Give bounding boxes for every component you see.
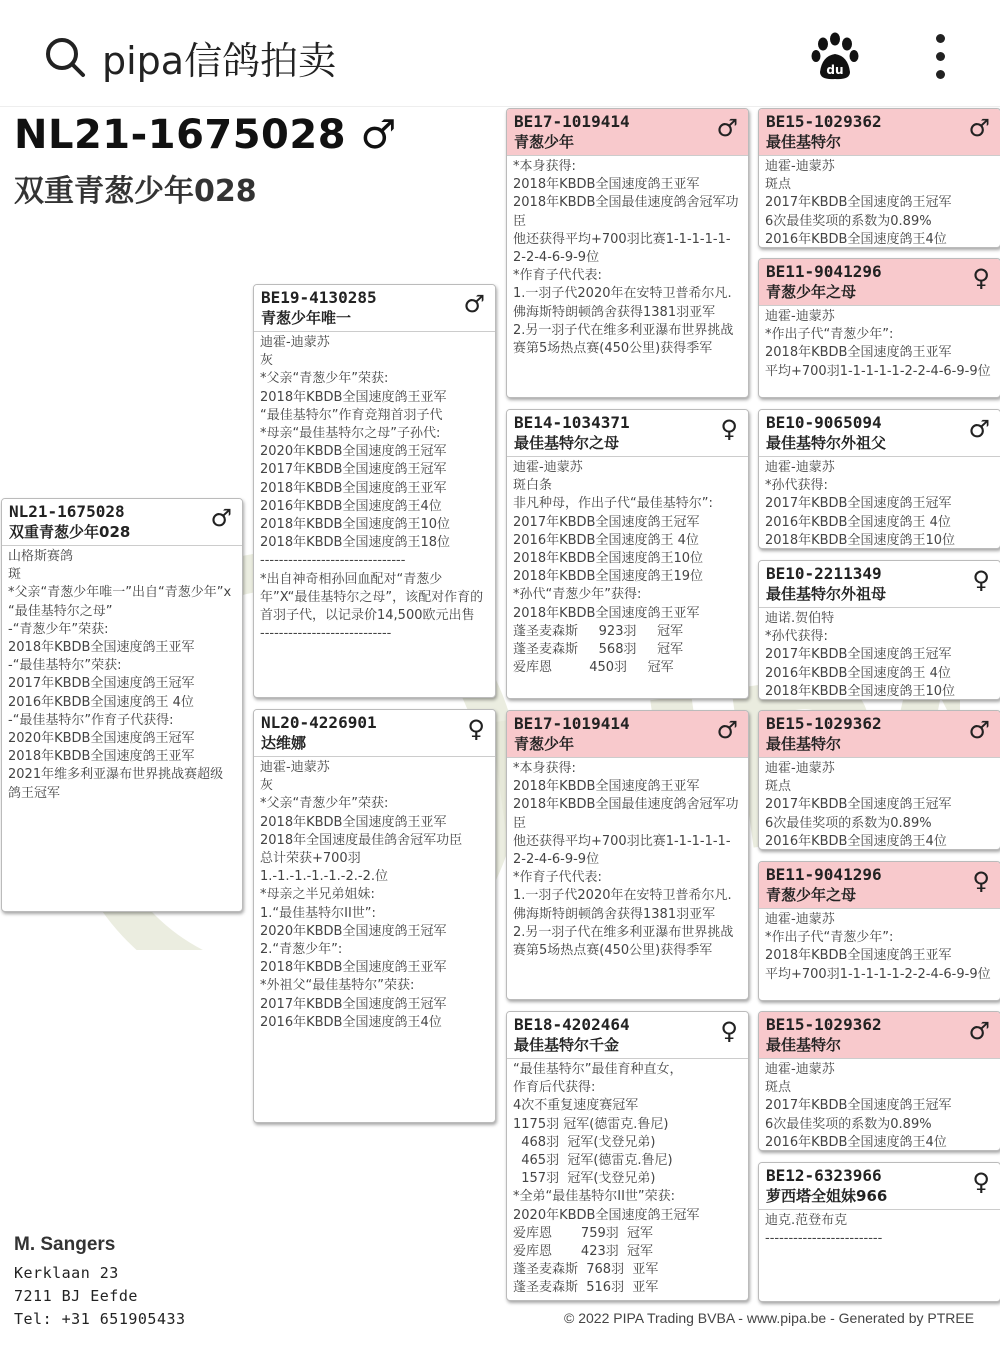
pigeon-name: 最佳基特尔 (766, 735, 842, 753)
card-body (759, 758, 1000, 850)
pedigree-line: 2018年KBDB全国速度鸽王亚军 (513, 779, 700, 795)
pedigree-line: 1.一羽子代2020年在安特卫普希尔凡.佛海斯特朗顿鸽舍获得1381羽亚军 (513, 286, 732, 320)
pedigree-line: -“最佳基特尔”作育子代获得: (8, 712, 174, 728)
male-icon: ♂ (716, 716, 738, 744)
pedigree-line: “最佳基特尔”最佳育种直女， (513, 1062, 683, 1077)
card-dam-sire[interactable] (506, 710, 749, 1000)
pedigree-line: *孙代获得: (765, 629, 828, 645)
pedigree-line: *父亲“青葱少年”荣获: (260, 796, 389, 812)
pedigree-line: 总计荣获+700羽 (260, 851, 361, 867)
pedigree-line: 2018年KBDB全国最佳速度鸽舍冠军功臣 (513, 797, 739, 831)
card-body (759, 909, 1000, 986)
pedigree-line: 斑白条 (513, 478, 553, 494)
pedigree-line: *外祖父“最佳基特尔”荣获: (260, 978, 415, 994)
pedigree-line: *孙代获得: (765, 478, 828, 494)
pedigree-line: 2018年KBDB全国速度鸽王亚军 (513, 605, 700, 621)
owner-info (14, 1234, 186, 1331)
pigeon-name: 青葱少年 (514, 133, 575, 151)
female-icon: ♀ (972, 264, 990, 292)
pedigree-line: 2.“青葱少年”: (260, 942, 343, 958)
card-dsd[interactable] (758, 861, 1000, 1001)
pedigree-line: *母亲之半兄弟姐妹: (260, 887, 375, 903)
card-header (759, 561, 1000, 608)
pedigree-line: 2016年KBDB全国速度鸽王4位 (765, 833, 947, 849)
card-sss[interactable] (758, 108, 1000, 248)
pedigree-line: 2020年KBDB全国速度鸽王冠军 (260, 923, 447, 939)
female-icon: ♀ (467, 715, 485, 743)
copyright-text: © 2022 PIPA Trading BVBA - www.pipa.be - Generated by PTREE (564, 1310, 975, 1326)
male-icon: ♂ (968, 415, 990, 443)
pedigree-line: -“最佳基特尔”荣获: (8, 658, 122, 674)
pedigree-line: 蓬圣麦森斯 923羽 冠军 (513, 623, 684, 639)
pedigree-line: *作出子代“青葱少年”: (765, 327, 894, 343)
search-icon[interactable] (44, 36, 86, 78)
card-sire-sire[interactable] (506, 108, 749, 398)
male-icon: ♂ (210, 504, 232, 532)
pedigree-line: ------------------------------- (260, 553, 406, 569)
pedigree-line: 2017年KBDB全国速度鸽王冠军 (260, 996, 447, 1012)
ring-number: BE17-1019414 (514, 714, 630, 733)
ring-number: BE14-1034371 (514, 413, 630, 432)
pedigree-line: *父亲“青葱少年唯一”出自“青葱少年”x (8, 585, 232, 601)
pedigree-line: 2018年KBDB全国速度鸽王10位 (765, 532, 955, 548)
pedigree-line: 2018年KBDB全国最佳速度鸽舍冠军功臣 (513, 195, 739, 229)
pedigree-line: 迪霍-迪蒙苏 (765, 460, 835, 475)
pedigree-line: 斑点 (765, 779, 792, 795)
pedigree-line: 4次不重复速度赛冠军 (513, 1098, 639, 1114)
pedigree-line: 2018年KBDB全国速度鸽王亚军 (260, 960, 447, 976)
male-icon: ♂ (968, 114, 990, 142)
pedigree-line: 迪霍-迪蒙苏 (765, 309, 835, 324)
card-body (507, 1059, 748, 1300)
ring-number: NL21-1675028 (9, 502, 125, 521)
pigeon-name: 萝西塔全姐妹966 (766, 1187, 888, 1205)
pedigree-line: 2016年KBDB全国速度鸽王 4位 (8, 694, 194, 710)
card-body (507, 758, 748, 962)
owner-street: Kerklaan 23 (14, 1264, 119, 1282)
pedigree-line: *母亲“最佳基特尔之母”子孙代: (260, 426, 441, 442)
pedigree-line: 1.一羽子代2020年在安特卫普希尔凡.佛海斯特朗顿鸽舍获得1381羽亚军 (513, 888, 732, 922)
pedigree-line: 2018年KBDB全国速度鸽王亚军 (260, 389, 447, 405)
pedigree-line: 1.“最佳基特尔II世”: (260, 905, 376, 921)
female-icon: ♀ (720, 1017, 738, 1045)
pigeon-name: 双重青葱少年028 (9, 523, 131, 541)
pedigree-line: 2018年KBDB全国速度鸽王亚军 (765, 345, 952, 361)
card-sdd[interactable] (758, 560, 1000, 700)
pedigree-line: 斑点 (765, 1080, 792, 1096)
pedigree-line: 2020年KBDB全国速度鸽王冠军 (513, 1207, 700, 1223)
ring-number: BE10-2211349 (766, 564, 882, 583)
pedigree-line: *本身获得: (513, 159, 576, 174)
pedigree-line: 灰 (260, 353, 274, 369)
card-header (759, 711, 1000, 758)
pedigree-line: 2016年KBDB全国速度鸽王4位 (260, 1014, 442, 1030)
pedigree-line: 2017年KBDB全国速度鸽王冠军 (8, 676, 195, 692)
pedigree-ring-number: NL21-1675028 ♂ (14, 112, 397, 158)
card-header (759, 1163, 1000, 1210)
card-ssd[interactable] (758, 258, 1000, 398)
ring-number: NL20-4226901 (261, 713, 377, 732)
pedigree-line: 爱库恩 759羽 冠军 (513, 1225, 654, 1241)
pedigree-line: 迪霍-迪蒙苏 (765, 1062, 835, 1077)
pigeon-name: 达维娜 (261, 734, 307, 752)
card-body (507, 156, 748, 360)
card-sire[interactable] (253, 284, 496, 698)
pedigree-line: 迪霍-迪蒙苏 (765, 159, 835, 174)
pedigree-line: 6次最佳奖项的系数为0.89% (765, 815, 932, 831)
card-header (759, 259, 1000, 306)
pedigree-line: 2.另一羽子代在维多利亚瀑布世界挑战赛第5场热点赛(450公里)获得季军 (513, 322, 734, 357)
pedigree-line: 2016年KBDB全国速度鸽王 4位 (513, 532, 699, 548)
card-body (759, 306, 1000, 383)
pedigree-line: *作出子代“青葱少年”: (765, 930, 894, 946)
male-icon: ♂ (968, 1017, 990, 1045)
pedigree-line: 2016年KBDB全国速度鸽王4位 (765, 1134, 947, 1150)
pedigree-line: 1.-1.-1.-1.-1.-2.-2.位 (260, 869, 388, 885)
pedigree-line: ------------------------- (765, 1231, 883, 1247)
pedigree-line: 2018年KBDB全国速度鸽王19位 (513, 569, 703, 585)
male-icon: ♂ (463, 290, 485, 318)
pedigree-line: 2020年KBDB全国速度鸽王冠军 (260, 444, 447, 460)
pigeon-name: 最佳基特尔 (766, 133, 842, 151)
pedigree-line: 山格斯赛鸽 (8, 549, 74, 564)
pedigree-line: “最佳基特尔”作育竞翔首羽子代 (260, 407, 443, 423)
pedigree-line: 2017年KBDB全国速度鸽王冠军 (765, 1098, 952, 1114)
pedigree-line: 2016年KBDB全国速度鸽王 4位 (765, 514, 951, 530)
owner-phone[interactable]: Tel: +31 651905433 (14, 1310, 186, 1328)
card-sds[interactable] (758, 409, 1000, 549)
pedigree-line: 他还获得平均+700羽比赛1-1-1-1-1-2-2-4-6-9-9位 (513, 231, 731, 266)
pedigree-line: 2017年KBDB全国速度鸽王冠军 (765, 647, 952, 663)
pedigree-line: *孙代“青葱少年”获得: (513, 587, 642, 603)
pedigree-line: 迪霍-迪蒙苏 (513, 460, 583, 475)
card-body (759, 156, 1000, 248)
pedigree-line: 非凡种母，作出子代“最佳基特尔”: (513, 496, 713, 512)
pedigree-line: *本身获得: (513, 761, 576, 776)
card-dds[interactable] (758, 1011, 1000, 1151)
male-icon: ♂ (716, 114, 738, 142)
pedigree-line: 爱库恩 450羽 冠军 (513, 660, 674, 676)
pedigree-line: 斑 (8, 567, 22, 583)
pedigree-line: 2018年KBDB全国速度鸽王亚军 (260, 480, 447, 496)
card-header (759, 410, 1000, 457)
pedigree-line: 蓬圣麦森斯 568羽 冠军 (513, 642, 684, 658)
pedigree-line: 迪诺.贺伯特 (765, 611, 835, 626)
pedigree-line: ---------------------------- (260, 626, 392, 642)
card-body (254, 757, 495, 1034)
owner-city: 7211 BJ Eefde (14, 1287, 138, 1305)
ring-number: BE10-9065094 (766, 413, 882, 432)
pedigree-line: 迪克.范登布克 (765, 1213, 848, 1228)
card-dam-dam[interactable] (506, 1011, 749, 1301)
pedigree-line: 2018年KBDB全国速度鸽王10位 (765, 683, 955, 699)
pedigree-line: 465羽 冠军(德雷克.鲁尼) (513, 1153, 673, 1169)
pedigree-line: 2017年KBDB全国速度鸽王冠军 (260, 462, 447, 478)
pedigree-line: *全弟“最佳基特尔II世”荣获: (513, 1189, 676, 1205)
pigeon-name: 最佳基特尔之母 (514, 434, 620, 452)
app-title[interactable]: pipa信鸽拍卖 (102, 39, 337, 83)
female-icon: ♀ (972, 867, 990, 895)
pigeon-name: 最佳基特尔 (766, 1036, 842, 1054)
pedigree-line: *父亲“青葱少年”荣获: (260, 371, 389, 387)
pedigree-line: 2018年KBDB全国速度鸽王亚军 (8, 640, 195, 656)
pedigree-line: 2021年维多利亚瀑布世界挑战赛超级鸽王冠军 (8, 767, 224, 801)
card-header (254, 710, 495, 757)
pedigree-line: 2018年KBDB全国速度鸽王亚军 (513, 177, 700, 193)
ring-number: BE11-9041296 (766, 262, 882, 281)
pedigree-line: 2.另一羽子代在维多利亚瀑布世界挑战赛第5场热点赛(450公里)获得季军 (513, 924, 734, 959)
card-body (2, 546, 242, 805)
more-options-icon[interactable] (928, 34, 952, 82)
pedigree-line: 作育后代获得: (513, 1080, 596, 1096)
pigeon-name: 青葱少年之母 (766, 283, 857, 301)
ring-number: BE15-1029362 (766, 112, 882, 131)
pedigree-line: 157羽 冠军(戈登兄弟) (513, 1171, 656, 1187)
pedigree-line: 2018年KBDB全国速度鸽王18位 (260, 535, 450, 551)
ring-number: BE15-1029362 (766, 714, 882, 733)
pedigree-line: 2018年全国速度最佳鸽舍冠军功臣 (260, 832, 463, 848)
ring-number: BE17-1019414 (514, 112, 630, 131)
pedigree-line: 他还获得平均+700羽比赛1-1-1-1-1-2-2-4-6-9-9位 (513, 833, 731, 868)
pedigree-line: 6次最佳奖项的系数为0.89% (765, 1116, 932, 1132)
female-icon: ♀ (972, 566, 990, 594)
card-header (254, 285, 495, 332)
pedigree-line: 2020年KBDB全国速度鸽王冠军 (8, 731, 195, 747)
pigeon-name: 青葱少年唯一 (261, 309, 352, 327)
pedigree-line: 2018年KBDB全国速度鸽王亚军 (260, 814, 447, 830)
pedigree-line: 2018年KBDB全国速度鸽王10位 (260, 517, 450, 533)
pigeon-name: 最佳基特尔外祖母 (766, 585, 887, 603)
pedigree-line: -“青葱少年”荣获: (8, 621, 109, 637)
pedigree-line: 蓬圣麦森斯 768羽 亚军 (513, 1262, 659, 1278)
card-header (759, 1012, 1000, 1059)
pedigree-line: 迪霍-迪蒙苏 (765, 761, 835, 776)
pedigree-line: 平均+700羽1-1-1-1-1-2-2-4-6-9-9位 (765, 966, 991, 982)
pedigree-line: 2018年KBDB全国速度鸽王亚军 (8, 749, 195, 765)
pedigree-line: *作育子代代表: (513, 268, 602, 284)
pedigree-line: *作育子代代表: (513, 870, 602, 886)
pedigree-line: 2017年KBDB全国速度鸽王冠军 (765, 496, 952, 512)
pedigree-line: 爱库恩 423羽 冠军 (513, 1244, 654, 1260)
card-subject[interactable] (1, 498, 243, 912)
baidu-paw-icon[interactable] (810, 32, 860, 82)
pedigree-line: 迪霍-迪蒙苏 (260, 760, 330, 775)
pedigree-line: 2016年KBDB全国速度鸽王4位 (260, 498, 442, 514)
pedigree-line: *出自神奇相孙回血配对“青葱少年”X“最佳基特尔之母”，该配对作育的首羽子代，以记录价14,500欧元出售 (260, 571, 484, 624)
card-body (507, 457, 748, 679)
pedigree-line: 468羽 冠军(戈登兄弟) (513, 1134, 656, 1150)
svg-text:du: du (826, 63, 844, 77)
pedigree-pigeon-name: 双重青葱少年028 (14, 174, 257, 209)
card-header (507, 410, 748, 457)
pedigree-line: 斑点 (765, 177, 792, 193)
pedigree-line: 2016年KBDB全国速度鸽王 4位 (765, 665, 951, 681)
pedigree-line: 2016年KBDB全国速度鸽王4位 (765, 231, 947, 247)
card-header (507, 711, 748, 758)
ring-number: BE18-4202464 (514, 1015, 630, 1034)
pigeon-name: 最佳基特尔外祖父 (766, 434, 887, 452)
card-dam[interactable] (253, 709, 496, 1123)
ring-number: BE19-4130285 (261, 288, 377, 307)
pedigree-line: “最佳基特尔之母” (8, 603, 113, 619)
pedigree-line: 2018年KBDB全国速度鸽王亚军 (765, 948, 952, 964)
pigeon-name: 青葱少年 (514, 735, 575, 753)
pigeon-name: 青葱少年之母 (766, 886, 857, 904)
pedigree-line: 2017年KBDB全国速度鸽王冠军 (765, 797, 952, 813)
card-body (254, 332, 495, 645)
card-ddd[interactable] (758, 1162, 1000, 1302)
ring-number: BE15-1029362 (766, 1015, 882, 1034)
card-header (507, 109, 748, 156)
card-body (759, 1059, 1000, 1151)
pigeon-name: 最佳基特尔千金 (514, 1036, 620, 1054)
app-header (0, 0, 1000, 107)
card-body (759, 1210, 1000, 1250)
pedigree-line: 2017年KBDB全国速度鸽王冠军 (765, 195, 952, 211)
card-body (759, 457, 1000, 549)
owner-name: M. Sangers (14, 1234, 116, 1255)
pedigree-line: 6次最佳奖项的系数为0.89% (765, 213, 932, 229)
card-body (759, 608, 1000, 700)
pedigree-line: 迪霍-迪蒙苏 (765, 912, 835, 927)
pedigree-line: 2017年KBDB全国速度鸽王冠军 (513, 514, 700, 530)
card-header (507, 1012, 748, 1059)
ring-number: BE12-6323966 (766, 1166, 882, 1185)
pedigree-line: 平均+700羽1-1-1-1-1-2-2-4-6-9-9位 (765, 363, 991, 379)
card-header (2, 499, 242, 546)
card-sire-dam[interactable] (506, 409, 749, 699)
pedigree-line: 2018年KBDB全国速度鸽王10位 (513, 551, 703, 567)
female-icon: ♀ (720, 415, 738, 443)
card-header (759, 109, 1000, 156)
pedigree-line: 迪霍-迪蒙苏 (260, 335, 330, 350)
card-dss[interactable] (758, 710, 1000, 850)
female-icon: ♀ (972, 1168, 990, 1196)
card-header (759, 862, 1000, 909)
ring-number: BE11-9041296 (766, 865, 882, 884)
pedigree-line: 1175羽 冠军(德雷克.鲁尼) (513, 1116, 669, 1132)
male-icon: ♂ (968, 716, 990, 744)
pedigree-line: 蓬圣麦森斯 516羽 亚军 (513, 1280, 659, 1296)
pedigree-line: 灰 (260, 778, 274, 794)
